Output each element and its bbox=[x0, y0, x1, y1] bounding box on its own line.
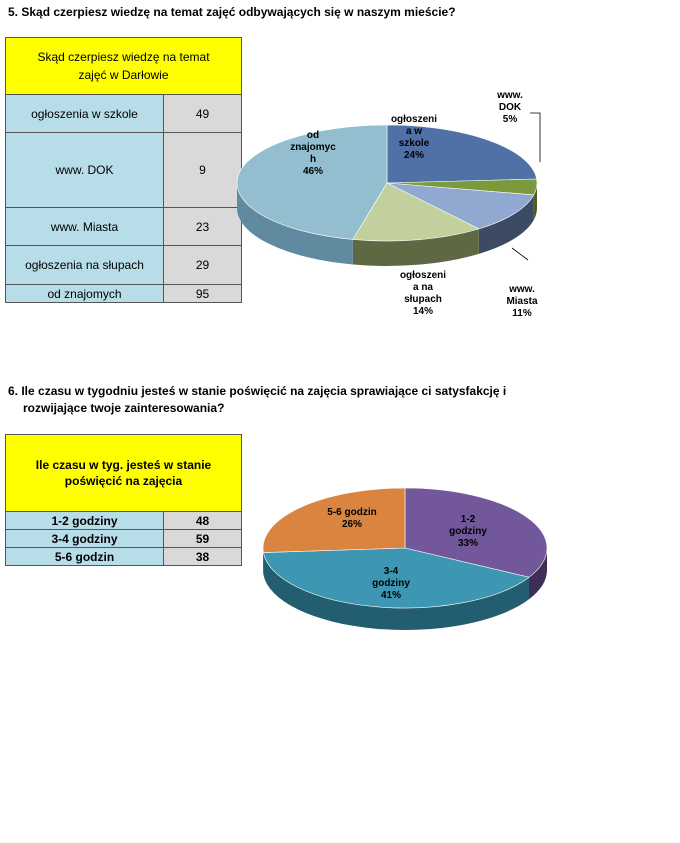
table-row bbox=[6, 530, 242, 548]
row-label: ogłoszenia w szkole bbox=[6, 95, 164, 133]
table-row bbox=[6, 512, 242, 530]
row-value: 29 bbox=[164, 246, 242, 285]
time-table bbox=[5, 434, 242, 566]
pie-data-label: www. DOK 5% bbox=[497, 90, 523, 125]
table-row bbox=[6, 208, 242, 246]
row-label: www. DOK bbox=[6, 133, 164, 208]
row-value: 38 bbox=[164, 548, 242, 566]
pie-data-label: ogłoszeni a na słupach 14% bbox=[399, 270, 447, 317]
table-row bbox=[6, 95, 242, 133]
pie-data-label: 3-4 godziny 41% bbox=[372, 566, 410, 601]
row-label: 5-6 godzin bbox=[6, 548, 164, 566]
row-value: 23 bbox=[164, 208, 242, 246]
row-value: 59 bbox=[164, 530, 242, 548]
sources-table bbox=[5, 37, 242, 303]
pie-data-label: www. Miasta 11% bbox=[506, 284, 538, 319]
row-label: 3-4 godziny bbox=[6, 530, 164, 548]
pie-slice bbox=[263, 488, 405, 553]
question-6-title-line2: rozwijające twoje zainteresowania? bbox=[23, 401, 225, 415]
pie-data-label: 5-6 godzin 26% bbox=[327, 507, 377, 530]
table-row bbox=[6, 246, 242, 285]
time-table-header-text: Ile czasu w tyg. jesteś w stanie poświęcić na zajęcia bbox=[35, 458, 212, 488]
question-5-title: 5. Skąd czerpiesz wiedzę na temat zajęć odbywających się w naszym mieście? bbox=[8, 5, 456, 19]
row-value: 48 bbox=[164, 512, 242, 530]
table-row bbox=[6, 285, 242, 303]
row-label: od znajomych bbox=[6, 285, 164, 303]
pie-slice-tops bbox=[237, 125, 537, 241]
time-table-header bbox=[6, 435, 242, 512]
pie-leader-line bbox=[530, 113, 540, 162]
row-label: ogłoszenia na słupach bbox=[6, 246, 164, 285]
time-pie-chart bbox=[250, 475, 560, 635]
table-row bbox=[6, 548, 242, 566]
row-label: www. Miasta bbox=[6, 208, 164, 246]
question-6-title: 6. Ile czasu w tygodniu jesteś w stanie poświęcić na zajęcia sprawiające ci satysfakcję i bbox=[8, 384, 507, 398]
row-value: 49 bbox=[164, 95, 242, 133]
pie-data-label: od znajomyc h 46% bbox=[290, 130, 336, 177]
row-value: 9 bbox=[164, 133, 242, 208]
row-label: 1-2 godziny bbox=[6, 512, 164, 530]
pie-leader-line bbox=[512, 248, 528, 260]
row-value: 95 bbox=[164, 285, 242, 303]
pie-data-label: 1-2 godziny 33% bbox=[449, 514, 487, 549]
sources-table-header bbox=[6, 38, 242, 95]
pie-data-label: ogłoszeni a w szkole 24% bbox=[390, 114, 438, 161]
table-row bbox=[6, 133, 242, 208]
pie-slice-tops bbox=[263, 488, 547, 608]
sources-pie-chart bbox=[250, 80, 560, 340]
sources-table-header-text: Skąd czerpiesz wiedzę na temat zajęć w Darłowie bbox=[37, 50, 210, 82]
